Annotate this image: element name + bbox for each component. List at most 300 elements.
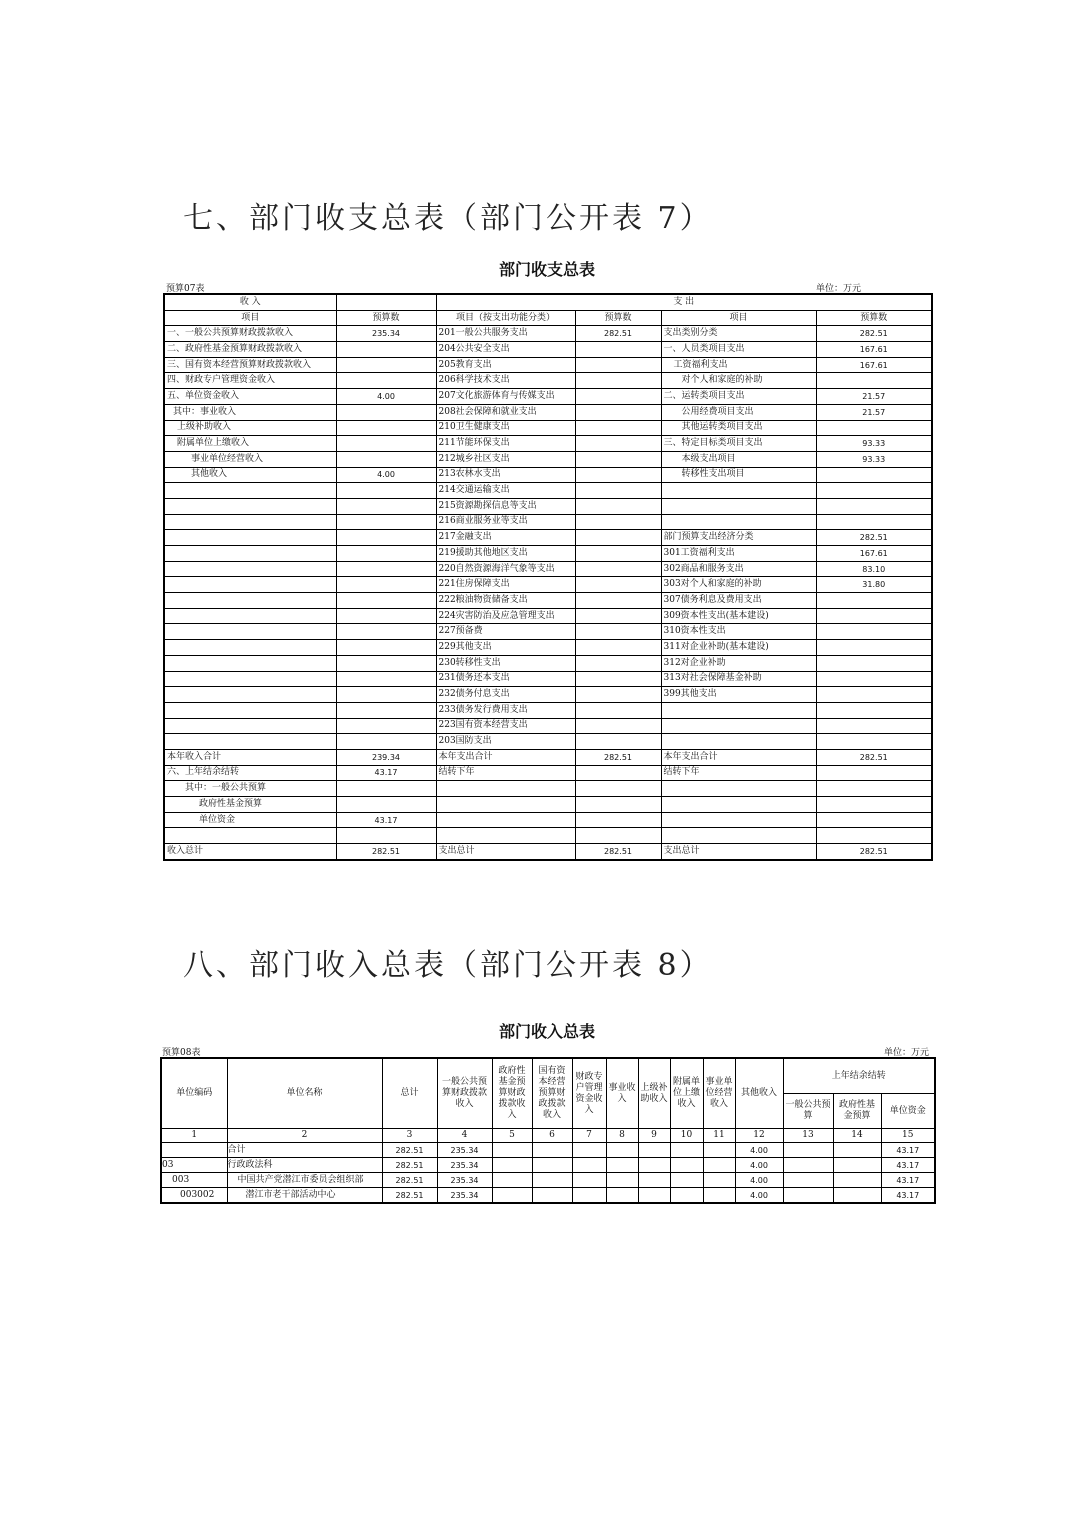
- table-row: [164, 702, 932, 718]
- table-cell: [575, 624, 661, 640]
- table-cell: 302商品和服务支出: [661, 561, 816, 577]
- table-cell: 219援助其他地区支出: [436, 546, 575, 562]
- table-cell: 201一般公共服务支出: [436, 326, 575, 342]
- table8-unit: 单位：万元: [884, 1048, 930, 1058]
- table-cell: 203国防支出: [436, 734, 575, 750]
- table-cell: 220自然资源海洋气象等支出: [436, 561, 575, 577]
- table-cell: [336, 608, 436, 624]
- table-cell: [661, 702, 816, 718]
- table-cell: [436, 812, 575, 828]
- table-cell: [816, 624, 932, 640]
- table-cell: [336, 420, 436, 436]
- table-cell: [572, 1143, 606, 1158]
- table-cell: [532, 1143, 572, 1158]
- table-cell: [661, 498, 816, 514]
- table-cell: [783, 1158, 833, 1173]
- table-cell: 215资源勘探信息等支出: [436, 498, 575, 514]
- income-expense-table-body: [164, 294, 932, 860]
- table-cell: 282.51: [816, 326, 932, 342]
- table-cell: 312对企业补助: [661, 655, 816, 671]
- table-cell: [164, 687, 336, 703]
- income-header: 收 入: [164, 294, 336, 310]
- index-cell: 12: [735, 1129, 783, 1143]
- table-cell: 六、上年结余结转: [164, 765, 336, 781]
- table-cell: [816, 687, 932, 703]
- table-cell: [164, 498, 336, 514]
- table-cell: [164, 593, 336, 609]
- table-row: [164, 546, 932, 562]
- table-cell: [661, 718, 816, 734]
- table-cell: 4.00: [735, 1158, 783, 1173]
- table-cell: 217金融支出: [436, 530, 575, 546]
- table-cell: 230转移性支出: [436, 655, 575, 671]
- table-cell: 结转下年: [661, 765, 816, 781]
- table-cell: 222粮油物资储备支出: [436, 593, 575, 609]
- table-cell: 212城乡社区支出: [436, 451, 575, 467]
- table-cell: 结转下年: [436, 765, 575, 781]
- index-cell: 6: [532, 1129, 572, 1143]
- table-cell: [816, 781, 932, 797]
- table-cell: [336, 451, 436, 467]
- table-cell: [336, 404, 436, 420]
- index-cell: 8: [606, 1129, 638, 1143]
- table-cell: 208社会保障和就业支出: [436, 404, 575, 420]
- table-cell: [703, 1173, 735, 1188]
- hdr-special-account: 财政专户管理资金收入: [572, 1058, 606, 1129]
- table-cell: [575, 765, 661, 781]
- expense-header: 支 出: [436, 294, 932, 310]
- table-cell: [164, 640, 336, 656]
- table-cell: [164, 828, 336, 844]
- table-cell: 207文化旅游体育与传媒支出: [436, 389, 575, 405]
- table-cell: 235.34: [437, 1173, 492, 1188]
- table-cell: 行政政法科: [227, 1158, 382, 1173]
- table-cell: 235.34: [437, 1158, 492, 1173]
- table-cell: [532, 1188, 572, 1204]
- table-row: [164, 342, 932, 358]
- table-row: [164, 734, 932, 750]
- table-cell: [336, 702, 436, 718]
- index-cell: 5: [492, 1129, 532, 1143]
- table-row: [164, 765, 932, 781]
- table-row: [164, 687, 932, 703]
- table-cell: 一、一般公共预算财政拨款收入: [164, 326, 336, 342]
- table-cell: [572, 1158, 606, 1173]
- table-cell: [816, 734, 932, 750]
- table-cell: 003002: [161, 1188, 227, 1204]
- col-function: 项目（按支出功能分类）: [436, 310, 575, 326]
- table-cell: 223国有资本经营支出: [436, 718, 575, 734]
- table-cell: [436, 797, 575, 813]
- table-cell: [606, 1143, 638, 1158]
- table-cell: 中国共产党潜江市委员会组织部: [227, 1173, 382, 1188]
- table-row: [161, 1173, 935, 1188]
- table-cell: [572, 1188, 606, 1204]
- index-cell: 4: [437, 1129, 492, 1143]
- table-cell: [575, 577, 661, 593]
- table-cell: 4.00: [735, 1188, 783, 1204]
- table-cell: [336, 781, 436, 797]
- hdr-gov-fund: 政府性基金预算财政拨款收入: [492, 1058, 532, 1129]
- table-cell: [661, 514, 816, 530]
- table-cell: [575, 797, 661, 813]
- table-row: [164, 593, 932, 609]
- table-row: [164, 326, 932, 342]
- table-cell: [816, 467, 932, 483]
- table-cell: 二、政府性基金预算财政拨款收入: [164, 342, 336, 358]
- table-cell: 本级支出项目: [661, 451, 816, 467]
- table-row: [161, 1143, 935, 1158]
- table-cell: [161, 1143, 227, 1158]
- table-cell: [575, 671, 661, 687]
- table-cell: 03: [161, 1158, 227, 1173]
- table-cell: [575, 781, 661, 797]
- hdr-state-capital: 国有资本经营预算财政拨款收入: [532, 1058, 572, 1129]
- table-cell: [816, 828, 932, 844]
- table-cell: 167.61: [816, 342, 932, 358]
- table-cell: [575, 389, 661, 405]
- table-cell: [336, 593, 436, 609]
- table-cell: [336, 342, 436, 358]
- section7-heading: 七、部门收支总表（部门公开表 7）: [183, 201, 713, 236]
- income-summary-table-body: [161, 1058, 935, 1203]
- table-cell: [783, 1188, 833, 1204]
- table-cell: [575, 467, 661, 483]
- table-cell: [816, 765, 932, 781]
- table-cell: 214交通运输支出: [436, 483, 575, 499]
- table-cell: [164, 734, 336, 750]
- table-cell: 206科学技术支出: [436, 373, 575, 389]
- table-cell: [492, 1143, 532, 1158]
- hdr-general-budget: 一般公共预算财政拨款收入: [437, 1058, 492, 1129]
- table-cell: [638, 1188, 670, 1204]
- table-cell: 282.51: [336, 844, 436, 860]
- table-header-row: [161, 1058, 935, 1094]
- table-cell: 282.51: [382, 1188, 437, 1204]
- table7-title: 部门收支总表: [498, 260, 595, 279]
- table-cell: 221住房保障支出: [436, 577, 575, 593]
- table-row: [161, 1188, 935, 1204]
- table-cell: 282.51: [575, 749, 661, 765]
- table-cell: 282.51: [816, 749, 932, 765]
- table-cell: 282.51: [382, 1158, 437, 1173]
- table-cell: [572, 1173, 606, 1188]
- index-cell: 11: [703, 1129, 735, 1143]
- col-budget: 预算数: [816, 310, 932, 326]
- table-cell: 233债务发行费用支出: [436, 702, 575, 718]
- table-row: [164, 624, 932, 640]
- table-cell: 310资本性支出: [661, 624, 816, 640]
- table-cell: 其他运转类项目支出: [661, 420, 816, 436]
- table-cell: [670, 1173, 703, 1188]
- table-row: [164, 357, 932, 373]
- table-cell: 部门预算支出经济分类: [661, 530, 816, 546]
- table-row: [164, 467, 932, 483]
- table-cell: [575, 483, 661, 499]
- table-cell: [164, 483, 336, 499]
- table-cell: 五、单位资金收入: [164, 389, 336, 405]
- table-cell: 单位资金: [164, 812, 336, 828]
- table-cell: [670, 1143, 703, 1158]
- table-cell: 210卫生健康支出: [436, 420, 575, 436]
- table-cell: 282.51: [382, 1143, 437, 1158]
- table-cell: [575, 734, 661, 750]
- table-row: [164, 844, 932, 860]
- table-cell: [336, 530, 436, 546]
- hdr-unit-name: 单位名称: [227, 1058, 382, 1129]
- index-cell: 13: [783, 1129, 833, 1143]
- table-row: [164, 828, 932, 844]
- table-cell: [575, 514, 661, 530]
- table-cell: [575, 357, 661, 373]
- table-cell: [575, 420, 661, 436]
- table-cell: 235.34: [336, 326, 436, 342]
- table-cell: 83.10: [816, 561, 932, 577]
- table-cell: 313对社会保障基金补助: [661, 671, 816, 687]
- table8-title: 部门收入总表: [498, 1022, 595, 1041]
- table-row: [164, 436, 932, 452]
- table-row: [164, 451, 932, 467]
- table-cell: [575, 342, 661, 358]
- table-cell: [833, 1143, 881, 1158]
- table-cell: 309资本性支出(基本建设): [661, 608, 816, 624]
- table-cell: [164, 530, 336, 546]
- table-row: [164, 420, 932, 436]
- table-cell: 239.34: [336, 749, 436, 765]
- table-cell: 其中：事业收入: [164, 404, 336, 420]
- table-cell: 支出总计: [436, 844, 575, 860]
- table-cell: 21.57: [816, 389, 932, 405]
- table-cell: 224灾害防治及应急管理支出: [436, 608, 575, 624]
- table-cell: 工资福利支出: [661, 357, 816, 373]
- table-cell: [575, 404, 661, 420]
- index-cell: 1: [161, 1129, 227, 1143]
- index-cell: 15: [881, 1129, 935, 1143]
- table-cell: 311对企业补助(基本建设): [661, 640, 816, 656]
- hdr-carry-unit: 单位资金: [881, 1094, 935, 1129]
- table-cell: [336, 561, 436, 577]
- table-cell: [336, 498, 436, 514]
- table-cell: 公用经费项目支出: [661, 404, 816, 420]
- table-cell: [336, 734, 436, 750]
- table-cell: 政府性基金预算: [164, 797, 336, 813]
- table-cell: [816, 420, 932, 436]
- table-cell: 本年支出合计: [436, 749, 575, 765]
- table-cell: [606, 1188, 638, 1204]
- table-cell: [336, 373, 436, 389]
- table-cell: 282.51: [816, 844, 932, 860]
- table-cell: 事业单位经营收入: [164, 451, 336, 467]
- table-cell: [336, 655, 436, 671]
- table-cell: [638, 1158, 670, 1173]
- hdr-other-income: 其他收入: [735, 1058, 783, 1129]
- table-cell: [816, 608, 932, 624]
- table-cell: [336, 514, 436, 530]
- table-cell: 4.00: [336, 389, 436, 405]
- table-cell: 003: [161, 1173, 227, 1188]
- table-cell: [661, 781, 816, 797]
- table-row: [161, 1158, 935, 1173]
- table-cell: [575, 718, 661, 734]
- table-cell: [336, 483, 436, 499]
- table-cell: 204公共安全支出: [436, 342, 575, 358]
- table-cell: 21.57: [816, 404, 932, 420]
- table-cell: [816, 498, 932, 514]
- table-cell: [164, 608, 336, 624]
- table-cell: [833, 1173, 881, 1188]
- table-row: [164, 561, 932, 577]
- table-cell: [575, 640, 661, 656]
- table-cell: [336, 640, 436, 656]
- table-row: [164, 498, 932, 514]
- table-cell: 213农林水支出: [436, 467, 575, 483]
- table-cell: 301工资福利支出: [661, 546, 816, 562]
- table-row: [164, 671, 932, 687]
- hdr-carry-general: 一般公共预算: [783, 1094, 833, 1129]
- table-cell: 235.34: [437, 1188, 492, 1204]
- table-cell: [492, 1158, 532, 1173]
- table-cell: 附属单位上缴收入: [164, 436, 336, 452]
- table-row: [164, 514, 932, 530]
- table-cell: [703, 1143, 735, 1158]
- table-cell: [336, 718, 436, 734]
- table-cell: 43.17: [336, 765, 436, 781]
- col-budget: 预算数: [575, 310, 661, 326]
- table-row: [164, 577, 932, 593]
- hdr-superior-subsidy: 上级补助收入: [638, 1058, 670, 1129]
- table-cell: [164, 546, 336, 562]
- table-cell: 282.51: [816, 530, 932, 546]
- index-cell: 7: [572, 1129, 606, 1143]
- table-cell: 282.51: [382, 1173, 437, 1188]
- col-item: 项目: [661, 310, 816, 326]
- table-cell: [783, 1143, 833, 1158]
- table-cell: [575, 593, 661, 609]
- table-row: [164, 655, 932, 671]
- table-cell: [816, 483, 932, 499]
- table-cell: [575, 451, 661, 467]
- hdr-total: 总计: [382, 1058, 437, 1129]
- table-cell: 4.00: [735, 1173, 783, 1188]
- table-cell: [816, 640, 932, 656]
- table-row: [164, 483, 932, 499]
- table-cell: [670, 1188, 703, 1204]
- table-row: [164, 608, 932, 624]
- index-cell: 2: [227, 1129, 382, 1143]
- index-cell: 3: [382, 1129, 437, 1143]
- income-summary-table: [160, 1057, 936, 1204]
- table-row: [164, 530, 932, 546]
- table-cell: 本年收入合计: [164, 749, 336, 765]
- table-row: [164, 373, 932, 389]
- table-cell: [336, 357, 436, 373]
- table-cell: [164, 718, 336, 734]
- table-cell: [606, 1158, 638, 1173]
- table-cell: [164, 577, 336, 593]
- table-cell: [833, 1188, 881, 1204]
- table-cell: [575, 608, 661, 624]
- index-row: [161, 1129, 935, 1143]
- table-cell: 211节能环保支出: [436, 436, 575, 452]
- table-cell: 三、国有资本经营预算财政拨款收入: [164, 357, 336, 373]
- table-cell: [336, 546, 436, 562]
- table-header-row: [164, 310, 932, 326]
- table-cell: [575, 373, 661, 389]
- table-cell: 潜江市老干部活动中心: [227, 1188, 382, 1204]
- table-cell: [575, 530, 661, 546]
- hdr-affiliate-income: 附属单位上缴收入: [670, 1058, 703, 1129]
- table-cell: 收入总计: [164, 844, 336, 860]
- index-cell: 10: [670, 1129, 703, 1143]
- table-cell: [661, 812, 816, 828]
- table-cell: [575, 812, 661, 828]
- table-cell: [164, 671, 336, 687]
- table-cell: 三、特定目标类项目支出: [661, 436, 816, 452]
- table-cell: [816, 797, 932, 813]
- table-cell: 282.51: [575, 844, 661, 860]
- table-cell: [436, 828, 575, 844]
- table-cell: 支出总计: [661, 844, 816, 860]
- table-cell: 282.51: [575, 326, 661, 342]
- table-cell: [816, 702, 932, 718]
- table-cell: [164, 514, 336, 530]
- table-cell: 303对个人和家庭的补助: [661, 577, 816, 593]
- table-cell: [661, 734, 816, 750]
- table-cell: 93.33: [816, 436, 932, 452]
- table-cell: [575, 561, 661, 577]
- table-row: [164, 797, 932, 813]
- hdr-unit-code: 单位编码: [161, 1058, 227, 1129]
- table-cell: [783, 1173, 833, 1188]
- table-cell: [164, 561, 336, 577]
- table-cell: 支出类别分类: [661, 326, 816, 342]
- table-cell: [575, 828, 661, 844]
- table-cell: 229其他支出: [436, 640, 575, 656]
- table-cell: [670, 1158, 703, 1173]
- table-cell: 307债务利息及费用支出: [661, 593, 816, 609]
- income-expense-table: [163, 293, 933, 861]
- table-cell: [816, 671, 932, 687]
- table-cell: [336, 624, 436, 640]
- table-cell: [816, 593, 932, 609]
- table-cell: [661, 797, 816, 813]
- index-cell: 9: [638, 1129, 670, 1143]
- table7-id: 预算07表: [166, 284, 205, 294]
- table-cell: 167.61: [816, 546, 932, 562]
- table-cell: [575, 498, 661, 514]
- table-cell: [532, 1173, 572, 1188]
- table-cell: 43.17: [336, 812, 436, 828]
- table-cell: [816, 718, 932, 734]
- hdr-carry-over: 上年结余结转: [783, 1058, 935, 1094]
- table-cell: [816, 812, 932, 828]
- table-row: [164, 640, 932, 656]
- table-cell: [532, 1158, 572, 1173]
- hdr-operating-income: 事业单位经营收入: [703, 1058, 735, 1129]
- table-cell: [575, 687, 661, 703]
- table-cell: 235.34: [437, 1143, 492, 1158]
- table-cell: [703, 1188, 735, 1204]
- table-cell: [492, 1173, 532, 1188]
- index-cell: 14: [833, 1129, 881, 1143]
- table-cell: 399其他支出: [661, 687, 816, 703]
- table-cell: [336, 687, 436, 703]
- table-cell: [606, 1173, 638, 1188]
- table-cell: 227预备费: [436, 624, 575, 640]
- section8-heading: 八、部门收入总表（部门公开表 8）: [183, 948, 713, 983]
- table-cell: 一、人员类项目支出: [661, 342, 816, 358]
- table-cell: [575, 436, 661, 452]
